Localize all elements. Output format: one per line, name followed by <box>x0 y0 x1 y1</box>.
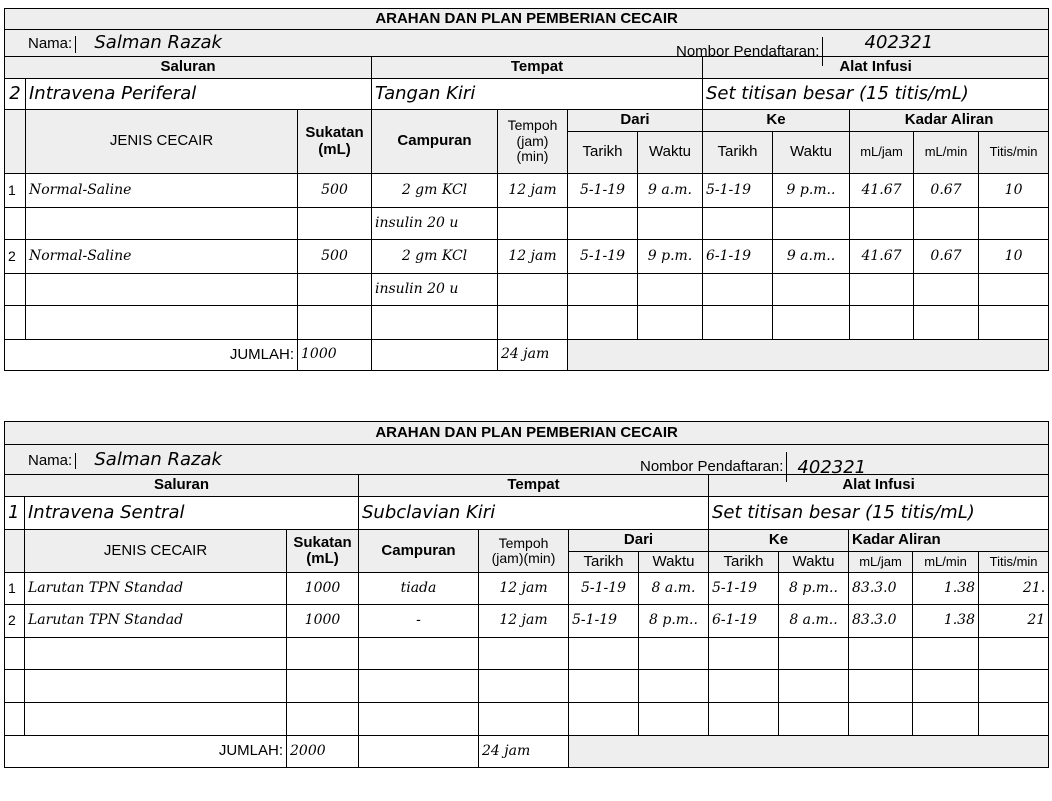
row-jenis: Larutan TPN Standad <box>25 573 287 605</box>
row-no <box>5 306 26 340</box>
row-campuran <box>359 703 479 736</box>
form2-sukatan-header <box>287 530 359 573</box>
row-dari-tarikh <box>568 274 638 306</box>
form1-ke-tarikh-header: Tarikh <box>703 132 773 174</box>
form2-kadar-header: Kadar Aliran <box>849 530 1049 552</box>
form2-ke-waktu-header: Waktu <box>779 552 849 573</box>
row-dari-tarikh: 5-1-19 <box>568 240 638 274</box>
form2-jenis-header: JENIS CECAIR <box>25 530 287 573</box>
row-ke-tarikh <box>703 208 773 240</box>
row-mlmin: 0.67 <box>914 240 979 274</box>
form2-tempat-value: Subclavian Kiri <box>359 497 709 530</box>
row-ke-waktu <box>779 703 849 736</box>
row-titis: 21 <box>979 605 1049 638</box>
row-jenis: Normal-Saline <box>26 240 298 274</box>
row-ke-tarikh: 5-1-19 <box>703 174 773 208</box>
form1-alat-value: Set titisan besar (15 titis/mL) <box>703 79 1049 110</box>
form2-dari-tarikh-header: Tarikh <box>569 552 639 573</box>
row-sukatan: 1000 <box>287 573 359 605</box>
row-ke-waktu <box>773 274 850 306</box>
form1-nombor-value: 402321 <box>864 32 934 54</box>
row-dari-tarikh: 5-1-19 <box>569 573 639 605</box>
form2-no-header <box>5 530 25 573</box>
form2-table <box>4 421 1049 768</box>
form1-table-row <box>5 174 1049 208</box>
row-dari-tarikh <box>568 208 638 240</box>
row-titis <box>979 208 1049 240</box>
form2-nama-value: Salman Razak <box>94 448 222 470</box>
form2-saluran-no: 1 <box>5 497 25 530</box>
row-ke-tarikh <box>703 274 773 306</box>
form1-tempat-label: Tempat <box>372 57 703 79</box>
row-jenis <box>26 306 298 340</box>
row-dari-waktu: 9 a.m. <box>638 174 703 208</box>
row-dari-tarikh <box>569 670 639 703</box>
row-dari-waktu <box>639 670 709 703</box>
row-campuran: 2 gm KCl <box>372 240 498 274</box>
form1-jumlah-sukatan: 1000 <box>298 340 372 371</box>
form1-table <box>4 8 1049 371</box>
row-no: 1 <box>5 573 25 605</box>
row-sukatan <box>287 703 359 736</box>
row-sukatan <box>287 670 359 703</box>
row-jenis: Normal-Saline <box>26 174 298 208</box>
row-dari-tarikh: 5-1-19 <box>568 174 638 208</box>
row-sukatan <box>298 208 372 240</box>
row-campuran: - <box>359 605 479 638</box>
row-titis <box>979 306 1049 340</box>
row-dari-tarikh <box>569 638 639 670</box>
form1-tempat-value: Tangan Kiri <box>372 79 703 110</box>
form2-campuran-header: Campuran <box>359 530 479 573</box>
row-dari-tarikh <box>569 703 639 736</box>
form1-sukatan-header-text: Sukatan (mL) <box>305 124 364 158</box>
form2-jumlah-tempoh: 24 jam <box>479 736 569 768</box>
form2-ke-header: Ke <box>709 530 849 552</box>
fluid-plan-form-2 <box>4 421 1048 768</box>
row-dari-waktu <box>638 306 703 340</box>
row-no: 2 <box>5 605 25 638</box>
row-mlmin: 0.67 <box>914 174 979 208</box>
form2-table-row <box>5 638 1049 670</box>
form1-saluran-label: Saluran <box>5 57 372 79</box>
form2-jumlah-label: JUMLAH: <box>5 736 287 768</box>
row-tempoh <box>498 274 568 306</box>
form2-nombor-wrap <box>640 452 866 482</box>
row-campuran <box>359 670 479 703</box>
row-dari-waktu <box>639 638 709 670</box>
row-jenis <box>25 703 287 736</box>
row-ke-waktu <box>773 306 850 340</box>
row-campuran: tiada <box>359 573 479 605</box>
row-jenis <box>26 208 298 240</box>
row-titis <box>979 670 1049 703</box>
row-mlmin <box>914 306 979 340</box>
row-mljam <box>850 208 914 240</box>
form1-mljam-header: mL/jam <box>850 132 914 174</box>
row-titis <box>979 274 1049 306</box>
row-ke-tarikh <box>709 638 779 670</box>
form1-title: ARAHAN DAN PLAN PEMBERIAN CECAIR <box>5 9 1049 30</box>
row-tempoh: 12 jam <box>479 605 569 638</box>
row-ke-tarikh <box>709 670 779 703</box>
form1-jumlah-campuran-blank <box>372 340 498 371</box>
row-mlmin <box>913 703 979 736</box>
row-dari-waktu <box>638 208 703 240</box>
row-no <box>5 274 26 306</box>
row-ke-tarikh: 6-1-19 <box>703 240 773 274</box>
row-no <box>5 670 25 703</box>
form2-tempat-label: Tempat <box>359 475 709 497</box>
row-mljam <box>850 306 914 340</box>
form2-jumlah-sukatan: 2000 <box>287 736 359 768</box>
row-dari-waktu: 8 a.m. <box>639 573 709 605</box>
row-jenis <box>25 638 287 670</box>
row-titis: 10 <box>979 174 1049 208</box>
row-sukatan <box>287 638 359 670</box>
row-jenis <box>26 274 298 306</box>
row-dari-waktu <box>638 274 703 306</box>
row-mljam: 41.67 <box>850 240 914 274</box>
row-dari-waktu: 9 p.m. <box>638 240 703 274</box>
row-ke-tarikh <box>703 306 773 340</box>
row-tempoh: 12 jam <box>479 573 569 605</box>
form1-table-row <box>5 306 1049 340</box>
row-ke-waktu <box>779 670 849 703</box>
form1-campuran-header: Campuran <box>372 110 498 174</box>
form1-nama-value: Salman Razak <box>94 32 222 54</box>
form1-ke-header: Ke <box>703 110 850 132</box>
form1-nombor-label: Nombor Pendaftaran: <box>676 37 823 66</box>
form1-kadar-header: Kadar Aliran <box>850 110 1049 132</box>
row-mljam: 41.67 <box>850 174 914 208</box>
form2-dari-header: Dari <box>569 530 709 552</box>
row-campuran <box>372 306 498 340</box>
form2-tempoh-header: Tempoh (jam)(min) <box>479 530 569 573</box>
form1-jenis-header: JENIS CECAIR <box>26 110 298 174</box>
row-mljam <box>850 274 914 306</box>
form2-ke-tarikh-header: Tarikh <box>709 552 779 573</box>
form2-jumlah-filler <box>569 736 1049 768</box>
form1-nombor-label-wrap <box>676 37 823 66</box>
row-sukatan <box>298 306 372 340</box>
form1-jumlah-filler <box>568 340 1049 371</box>
row-jenis: Larutan TPN Standad <box>25 605 287 638</box>
form1-nama-label: Nama: <box>8 36 76 53</box>
row-mlmin <box>914 274 979 306</box>
form2-dari-waktu-header: Waktu <box>639 552 709 573</box>
row-campuran: insulin 20 u <box>372 274 498 306</box>
form2-table-row <box>5 573 1049 605</box>
row-mljam <box>849 670 913 703</box>
form2-nombor-label: Nombor Pendaftaran: <box>640 452 787 482</box>
row-campuran <box>359 638 479 670</box>
row-sukatan: 1000 <box>287 605 359 638</box>
row-titis: 21. <box>979 573 1049 605</box>
fluid-plan-form-1 <box>4 8 1048 371</box>
form1-tempoh-header: Tempoh (jam)(min) <box>498 110 568 174</box>
row-ke-waktu: 9 a.m.. <box>773 240 850 274</box>
row-ke-waktu <box>773 208 850 240</box>
row-mljam <box>849 703 913 736</box>
row-ke-tarikh <box>709 703 779 736</box>
form1-mlmin-header: mL/min <box>914 132 979 174</box>
row-dari-tarikh <box>568 306 638 340</box>
form2-mljam-header: mL/jam <box>849 552 913 573</box>
form2-alat-label: Alat Infusi <box>709 475 1049 497</box>
form2-mlmin-header: mL/min <box>913 552 979 573</box>
row-jenis <box>25 670 287 703</box>
form1-dari-waktu-header: Waktu <box>638 132 703 174</box>
form1-dari-header: Dari <box>568 110 703 132</box>
row-no: 1 <box>5 174 26 208</box>
form2-table-row <box>5 703 1049 736</box>
row-tempoh: 12 jam <box>498 174 568 208</box>
form2-saluran-label: Saluran <box>5 475 359 497</box>
form2-nama-label: Nama: <box>8 453 76 470</box>
form1-saluran-value: Intravena Periferal <box>26 79 372 110</box>
form1-no-header <box>5 110 26 174</box>
row-tempoh <box>498 306 568 340</box>
form1-titis-header: Titis/min <box>979 132 1049 174</box>
row-campuran: 2 gm KCl <box>372 174 498 208</box>
row-titis <box>979 638 1049 670</box>
row-tempoh: 12 jam <box>498 240 568 274</box>
form2-titis-header: Titis/min <box>979 552 1049 573</box>
form1-table-row <box>5 208 1049 240</box>
row-ke-tarikh: 6-1-19 <box>709 605 779 638</box>
row-mljam: 83.3.0 <box>849 605 913 638</box>
row-ke-tarikh: 5-1-19 <box>709 573 779 605</box>
form1-saluran-no: 2 <box>5 79 26 110</box>
form1-table-row <box>5 240 1049 274</box>
form2-table-row <box>5 670 1049 703</box>
form1-alat-label: Alat Infusi <box>703 57 1049 79</box>
form2-table-row <box>5 605 1049 638</box>
row-tempoh <box>479 638 569 670</box>
row-mlmin: 1.38 <box>913 573 979 605</box>
row-no <box>5 638 25 670</box>
row-ke-waktu: 9 p.m.. <box>773 174 850 208</box>
row-ke-waktu <box>779 638 849 670</box>
row-ke-waktu: 8 a.m.. <box>779 605 849 638</box>
row-sukatan: 500 <box>298 174 372 208</box>
form2-jumlah-campuran-blank <box>359 736 479 768</box>
row-mlmin <box>914 208 979 240</box>
form2-title: ARAHAN DAN PLAN PEMBERIAN CECAIR <box>5 422 1049 445</box>
row-mlmin <box>913 670 979 703</box>
row-titis: 10 <box>979 240 1049 274</box>
row-tempoh <box>479 703 569 736</box>
row-campuran: insulin 20 u <box>372 208 498 240</box>
form2-saluran-value: Intravena Sentral <box>25 497 359 530</box>
row-dari-tarikh: 5-1-19 <box>569 605 639 638</box>
row-tempoh <box>498 208 568 240</box>
form2-sukatan-header-text: Sukatan (mL) <box>293 533 352 567</box>
row-dari-waktu: 8 p.m.. <box>639 605 709 638</box>
row-mljam <box>849 638 913 670</box>
row-mljam: 83.3.0 <box>849 573 913 605</box>
form1-ke-waktu-header: Waktu <box>773 132 850 174</box>
form1-dari-tarikh-header: Tarikh <box>568 132 638 174</box>
row-mlmin <box>913 638 979 670</box>
row-tempoh <box>479 670 569 703</box>
row-ke-waktu: 8 p.m.. <box>779 573 849 605</box>
form2-alat-value: Set titisan besar (15 titis/mL) <box>709 497 1049 530</box>
row-mlmin: 1.38 <box>913 605 979 638</box>
row-sukatan <box>298 274 372 306</box>
row-sukatan: 500 <box>298 240 372 274</box>
form1-jumlah-tempoh: 24 jam <box>498 340 568 371</box>
form2-nama-row <box>5 445 639 475</box>
row-dari-waktu <box>639 703 709 736</box>
row-no <box>5 703 25 736</box>
form1-sukatan-header <box>298 110 372 174</box>
row-titis <box>979 703 1049 736</box>
row-no: 2 <box>5 240 26 274</box>
form2-nombor-value: 402321 <box>797 456 867 478</box>
form1-nombor-row <box>850 30 1049 57</box>
form1-table-row <box>5 274 1049 306</box>
row-no <box>5 208 26 240</box>
form1-jumlah-label: JUMLAH: <box>5 340 298 371</box>
